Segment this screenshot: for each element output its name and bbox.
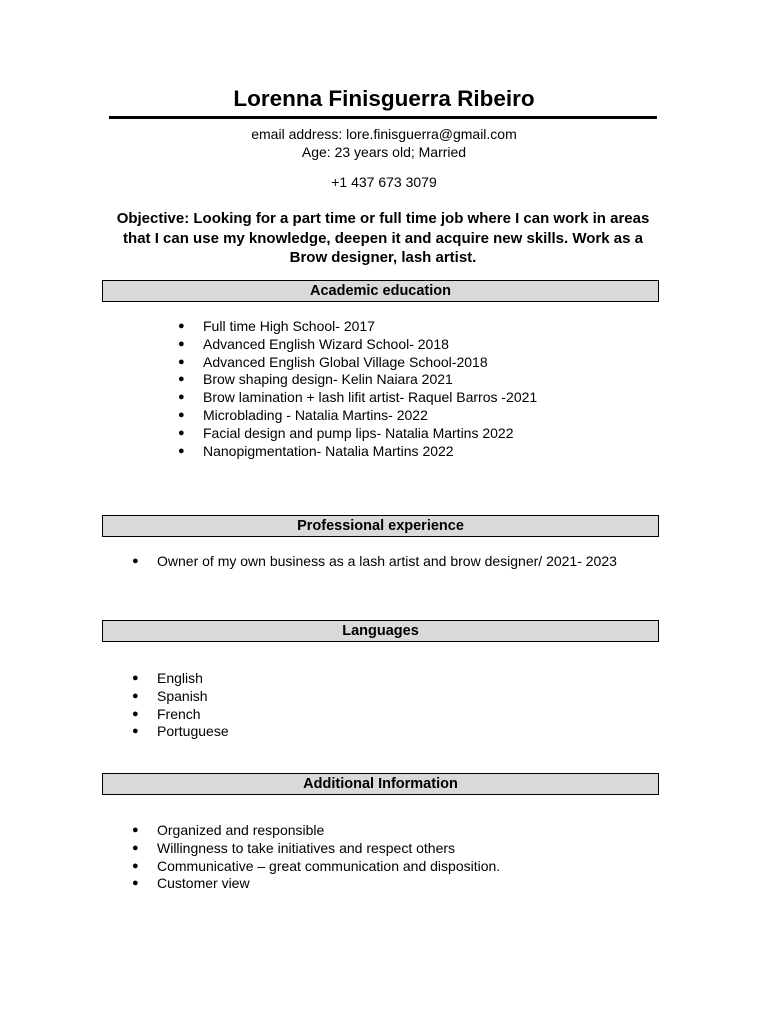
list-item bbox=[178, 407, 537, 425]
bullet-icon: ● bbox=[132, 707, 139, 720]
list-item-text: Organized and responsible bbox=[157, 822, 325, 838]
list-item bbox=[178, 318, 537, 336]
list-item-text: Full time High School- 2017 bbox=[203, 318, 375, 334]
age-line: Age: 23 years old; Married bbox=[301, 144, 467, 160]
bullet-icon: ● bbox=[132, 555, 139, 567]
list-item-text: Brow shaping design- Kelin Naiara 2021 bbox=[203, 371, 453, 388]
section-header-additional: Additional Information bbox=[102, 773, 659, 795]
experience-list bbox=[132, 553, 617, 571]
list-item bbox=[178, 389, 537, 407]
list-item bbox=[178, 425, 537, 443]
bullet-icon: ● bbox=[178, 426, 185, 439]
list-item-text: Advanced English Global Village School-2018 bbox=[203, 353, 488, 370]
resume-name: Lorenna Finisguerra Ribeiro bbox=[233, 86, 535, 111]
bullet-icon: ● bbox=[132, 859, 139, 872]
list-item-text: Advanced English Wizard School- 2018 bbox=[203, 335, 449, 352]
list-item bbox=[132, 553, 617, 571]
list-item-text: Owner of my own business as a lash artist and brow designer/ 2021- 2023 bbox=[157, 553, 617, 569]
list-item bbox=[132, 840, 500, 858]
bullet-icon: ● bbox=[132, 877, 139, 890]
list-item-text: French bbox=[157, 705, 201, 722]
bullet-icon: ● bbox=[178, 408, 185, 421]
list-item-text: Communicative – great communication and disposition. bbox=[157, 857, 501, 874]
bullet-icon: ● bbox=[132, 689, 139, 702]
additional-list bbox=[132, 822, 500, 893]
list-item bbox=[178, 443, 537, 461]
list-item-text: Nanopigmentation- Natalia Martins 2022 bbox=[203, 442, 454, 459]
list-item bbox=[132, 670, 229, 688]
bullet-icon: ● bbox=[132, 824, 139, 836]
list-item bbox=[132, 688, 229, 706]
bullet-icon: ● bbox=[178, 444, 185, 457]
section-header-experience: Professional experience bbox=[102, 515, 659, 537]
email-line: email address: lore.finisguerra@gmail.com bbox=[251, 126, 517, 142]
bullet-icon: ● bbox=[178, 337, 185, 350]
list-item bbox=[178, 371, 537, 389]
list-item-text: Facial design and pump lips- Natalia Martins 2022 bbox=[203, 424, 514, 441]
academic-list bbox=[178, 318, 537, 460]
list-item-text: Microblading - Natalia Martins- 2022 bbox=[203, 406, 428, 423]
list-item-text: Customer view bbox=[157, 875, 250, 892]
list-item bbox=[132, 723, 229, 741]
objective-text: Objective: Looking for a part time or full time job where I can work in areas that I can use my knowledge, deepen it and acquire new skills. Work as a Brow designer, lash artist. bbox=[116, 210, 650, 266]
bullet-icon: ● bbox=[178, 391, 185, 404]
languages-list bbox=[132, 670, 229, 741]
bullet-icon: ● bbox=[178, 355, 185, 368]
bullet-icon: ● bbox=[178, 373, 185, 386]
list-item-text: English bbox=[157, 670, 203, 686]
bullet-icon: ● bbox=[178, 320, 185, 332]
list-item-text: Portuguese bbox=[157, 723, 229, 740]
list-item bbox=[132, 858, 500, 876]
list-item bbox=[178, 336, 537, 354]
name-underline bbox=[109, 116, 657, 119]
bullet-icon: ● bbox=[132, 672, 139, 684]
list-item-text: Spanish bbox=[157, 687, 208, 704]
bullet-icon: ● bbox=[132, 725, 139, 738]
list-item-text: Brow lamination + lash lifit artist- Raquel Barros -2021 bbox=[203, 389, 538, 406]
phone-line: +1 437 673 3079 bbox=[331, 174, 437, 190]
section-header-academic: Academic education bbox=[102, 280, 659, 302]
list-item bbox=[132, 706, 229, 724]
list-item-text: Willingness to take initiatives and respect others bbox=[157, 839, 456, 856]
bullet-icon: ● bbox=[132, 841, 139, 854]
list-item bbox=[132, 822, 500, 840]
list-item bbox=[178, 354, 537, 372]
list-item bbox=[132, 875, 500, 893]
section-header-languages: Languages bbox=[102, 620, 659, 642]
